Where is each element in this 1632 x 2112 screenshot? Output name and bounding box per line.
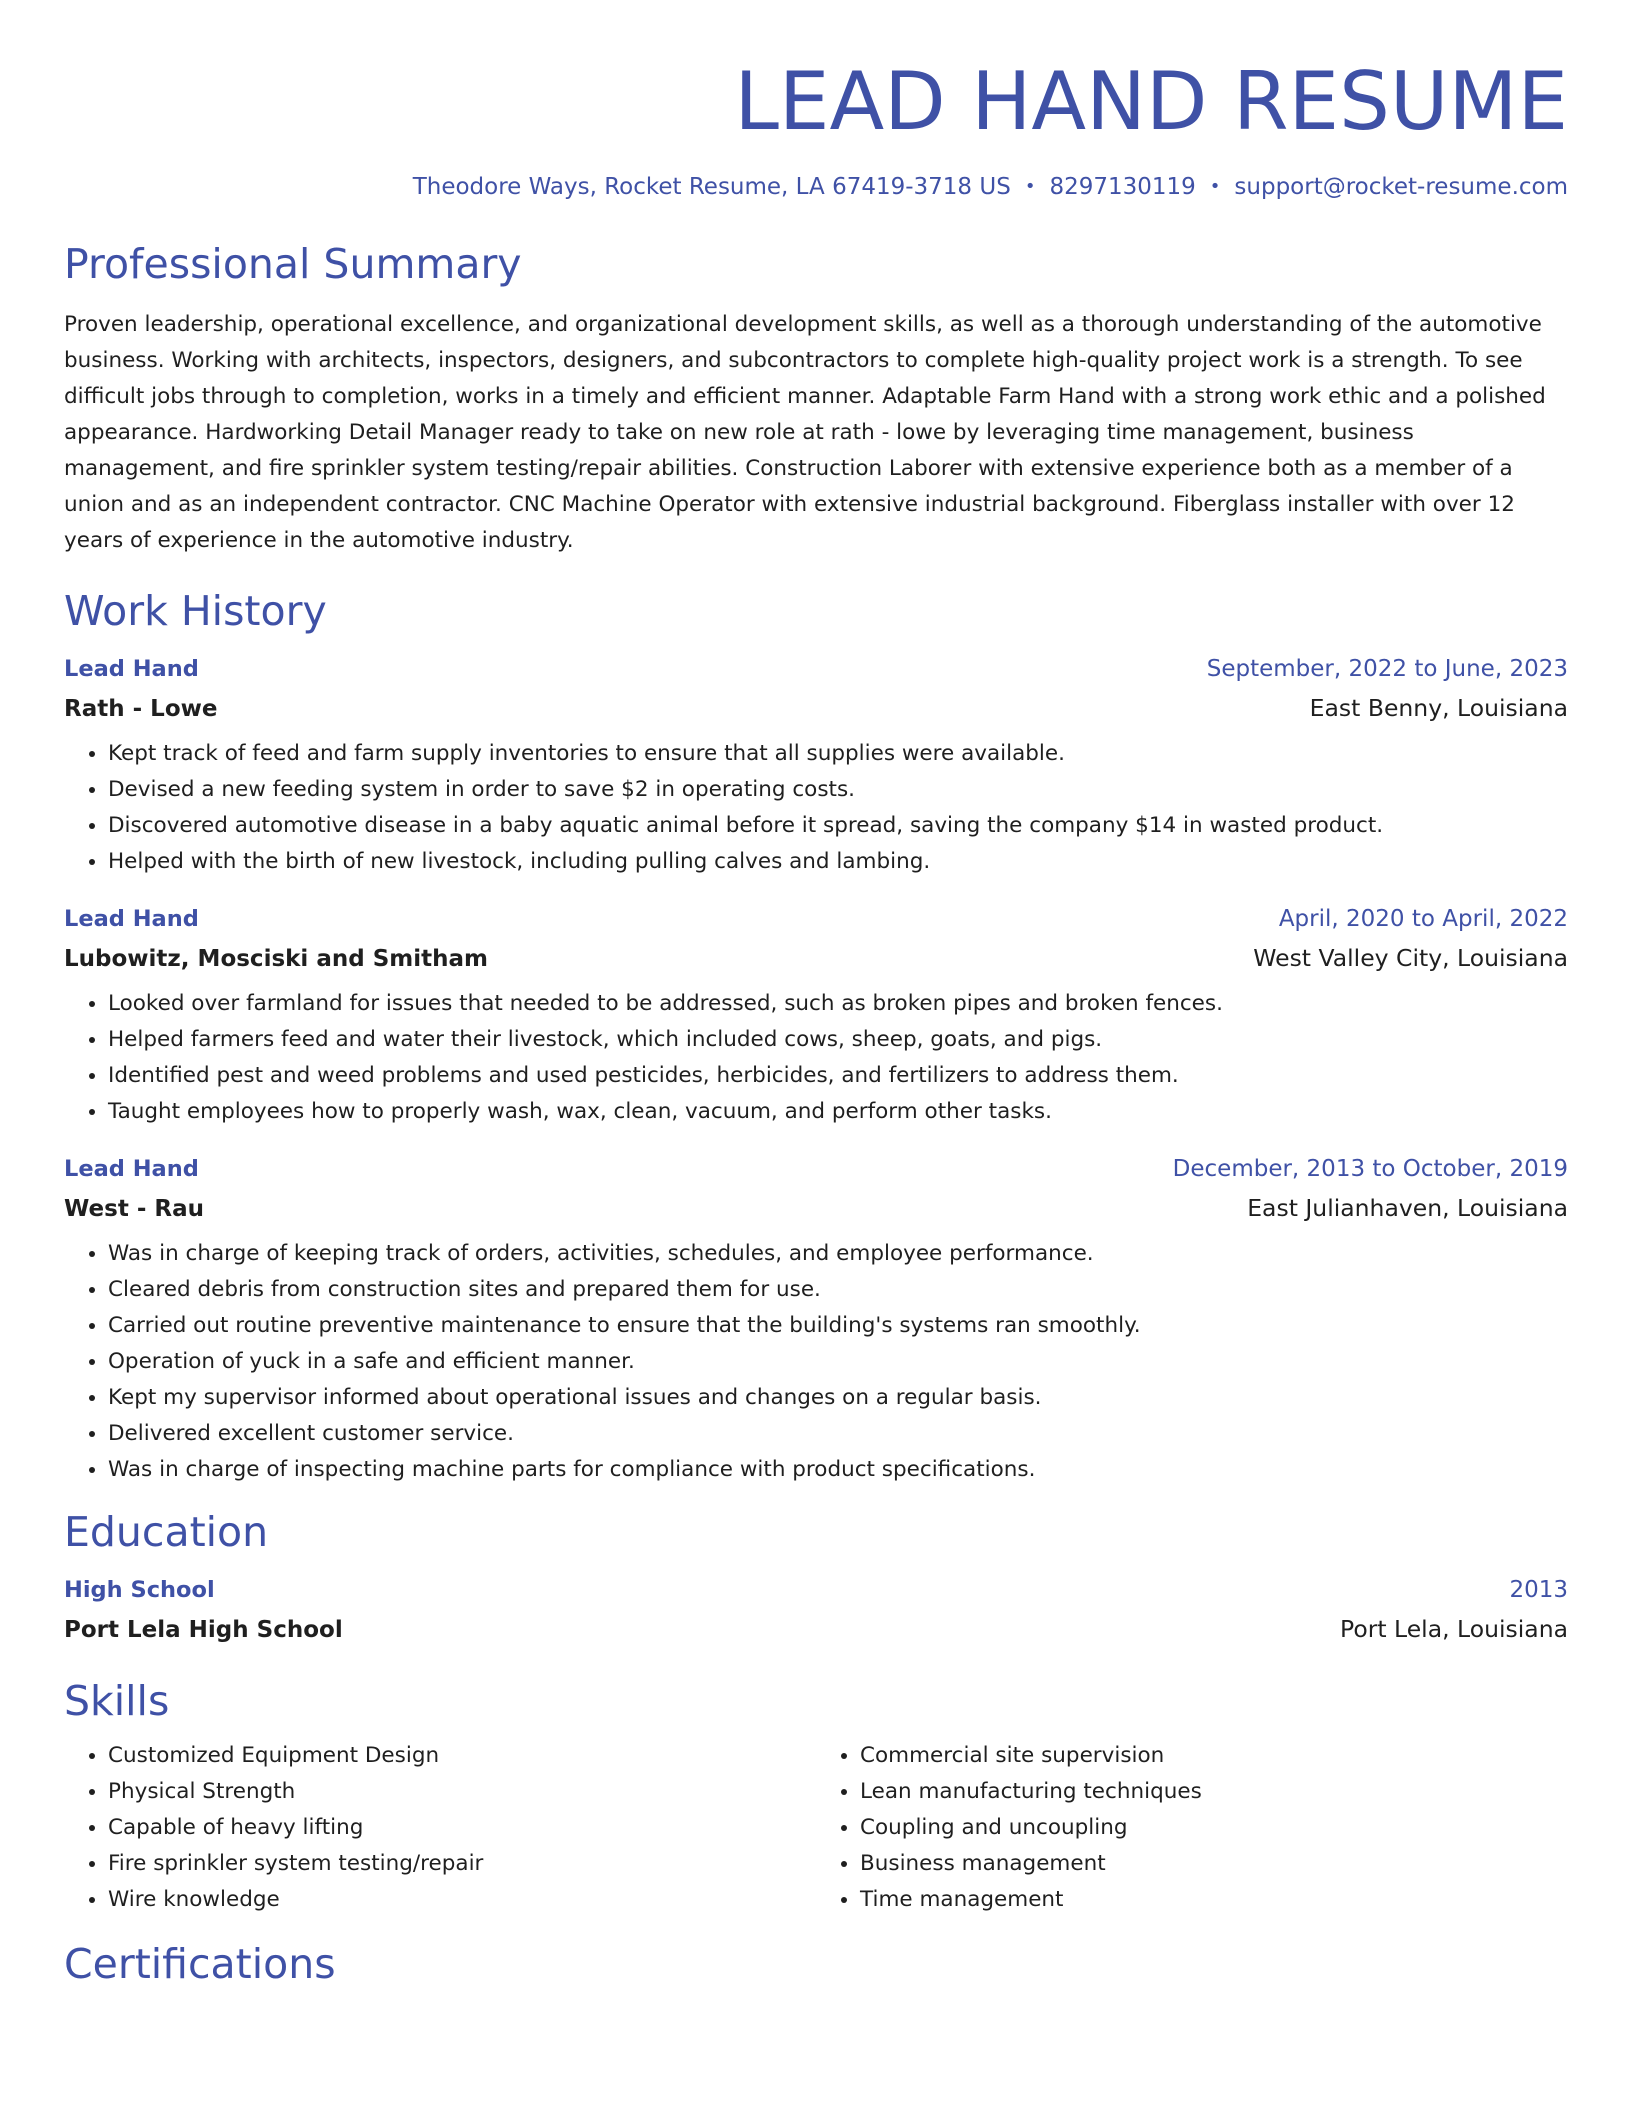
skill-item: • Physical Strength (108, 1774, 816, 1810)
contact-phone: 8297130119 (1049, 174, 1196, 200)
skill-item: • Coupling and uncoupling (860, 1810, 1568, 1846)
summary-heading: Professional Summary (64, 239, 522, 288)
job-subheader (64, 694, 1568, 722)
education-header (64, 1577, 1568, 1603)
education-location: Port Lela, Louisiana (1339, 1614, 1568, 1643)
skills-heading: Skills (64, 1676, 170, 1725)
skill-item: • Business management (860, 1846, 1568, 1882)
job-company: West - Rau (64, 1195, 204, 1222)
education-entry (64, 1577, 1568, 1643)
job-header (64, 906, 1568, 932)
job-role: Lead Hand (64, 655, 199, 682)
skill-item: • Commercial site supervision (860, 1738, 1568, 1774)
job-dates: December, 2013 to October, 2019 (1172, 1155, 1568, 1182)
job-subheader (64, 944, 1568, 972)
skills-column-left (64, 1738, 816, 1918)
job-bullets (64, 1236, 1568, 1488)
contact-email: support@rocket-resume.com (1234, 174, 1568, 200)
job-bullet: • Delivered excellent customer service. (108, 1416, 1568, 1452)
education-subheader (64, 1615, 1568, 1643)
education-year: 2013 (1509, 1576, 1568, 1603)
job-role: Lead Hand (64, 905, 199, 932)
job-dates: September, 2022 to June, 2023 (1206, 655, 1568, 682)
job-bullet: • Operation of yuck in a safe and efficient manner. (108, 1344, 1568, 1380)
education-degree: High School (64, 1576, 215, 1603)
job-bullet: • Kept track of feed and farm supply inventories to ensure that all supplies were available. (108, 736, 1568, 772)
job-header (64, 656, 1568, 682)
job-entry (64, 656, 1568, 880)
job-entry (64, 1156, 1568, 1488)
job-bullet: • Was in charge of keeping track of orders, activities, schedules, and employee performance. (108, 1236, 1568, 1272)
skills-bullets (64, 1738, 816, 1918)
skill-item: • Wire knowledge (108, 1882, 816, 1918)
job-bullet: • Kept my supervisor informed about operational issues and changes on a regular basis. (108, 1380, 1568, 1416)
job-company: Lubowitz, Mosciski and Smitham (64, 945, 488, 972)
job-dates: April, 2020 to April, 2022 (1278, 905, 1568, 932)
skill-item: • Capable of heavy lifting (108, 1810, 816, 1846)
job-bullet: • Helped with the birth of new livestock, including pulling calves and lambing. (108, 844, 1568, 880)
certifications-heading: Certifications (64, 1939, 336, 1988)
work-history-heading: Work History (64, 586, 327, 635)
contact-separator: • (1209, 176, 1221, 197)
job-bullet: • Identified pest and weed problems and used pesticides, herbicides, and fertilizers to address them. (108, 1058, 1568, 1094)
job-bullet: • Carried out routine preventive maintenance to ensure that the building's systems ran smoothly. (108, 1308, 1568, 1344)
skill-item: • Lean manufacturing techniques (860, 1774, 1568, 1810)
job-subheader (64, 1194, 1568, 1222)
skills-list (64, 1738, 1568, 1918)
resume-title: LEAD HAND RESUME (734, 55, 1568, 148)
job-bullets (64, 736, 1568, 880)
job-location: East Julianhaven, Louisiana (1247, 1193, 1568, 1222)
job-bullets (64, 986, 1568, 1130)
skill-item: • Time management (860, 1882, 1568, 1918)
education-heading: Education (64, 1507, 269, 1556)
skills-column-right (816, 1738, 1568, 1918)
skill-item: • Fire sprinkler system testing/repair (108, 1846, 816, 1882)
job-location: East Benny, Louisiana (1309, 693, 1568, 722)
contact-separator: • (1024, 176, 1036, 197)
job-role: Lead Hand (64, 1155, 199, 1182)
job-entry (64, 906, 1568, 1130)
job-bullet: • Looked over farmland for issues that needed to be addressed, such as broken pipes and broken fences. (108, 986, 1568, 1022)
summary-text: Proven leadership, operational excellence, and organizational development skills, as well as a thorough understanding of the automotive business. Working with architects, inspectors, designers, and subcontractors to complete high-quality project work is a strength. To see difficult jobs through to completion, works in a timely and efficient manner. Adaptable Farm Hand with a strong work ethic and a polished appearance. Hardworking Detail Manager ready to take on new role at rath - lowe by leveraging time management, business management, and fire sprinkler system testing/repair abilities. Construction Laborer with extensive experience both as a member of a union and as an independent contractor. CNC Machine Operator with extensive industrial background. Fiberglass installer with over 12 years of experience in the automotive industry. (64, 311, 1546, 553)
skill-item: • Customized Equipment Design (108, 1738, 816, 1774)
job-bullet: • Taught employees how to properly wash, wax, clean, vacuum, and perform other tasks. (108, 1094, 1568, 1130)
contact-line (64, 174, 1568, 202)
skills-bullets (816, 1738, 1568, 1918)
contact-address: Theodore Ways, Rocket Resume, LA 67419-3718 US (412, 174, 1011, 200)
education-school: Port Lela High School (64, 1616, 343, 1643)
job-location: West Valley City, Louisiana (1253, 943, 1568, 972)
job-company: Rath - Lowe (64, 695, 218, 722)
resume-page (64, 0, 1568, 1987)
job-header (64, 1156, 1568, 1182)
job-bullet: • Devised a new feeding system in order to save $2 in operating costs. (108, 772, 1568, 808)
job-bullet: • Helped farmers feed and water their livestock, which included cows, sheep, goats, and pigs. (108, 1022, 1568, 1058)
job-bullet: • Discovered automotive disease in a baby aquatic animal before it spread, saving the company $14 in wasted product. (108, 808, 1568, 844)
job-bullet: • Was in charge of inspecting machine parts for compliance with product specifications. (108, 1452, 1568, 1488)
job-bullet: • Cleared debris from construction sites and prepared them for use. (108, 1272, 1568, 1308)
